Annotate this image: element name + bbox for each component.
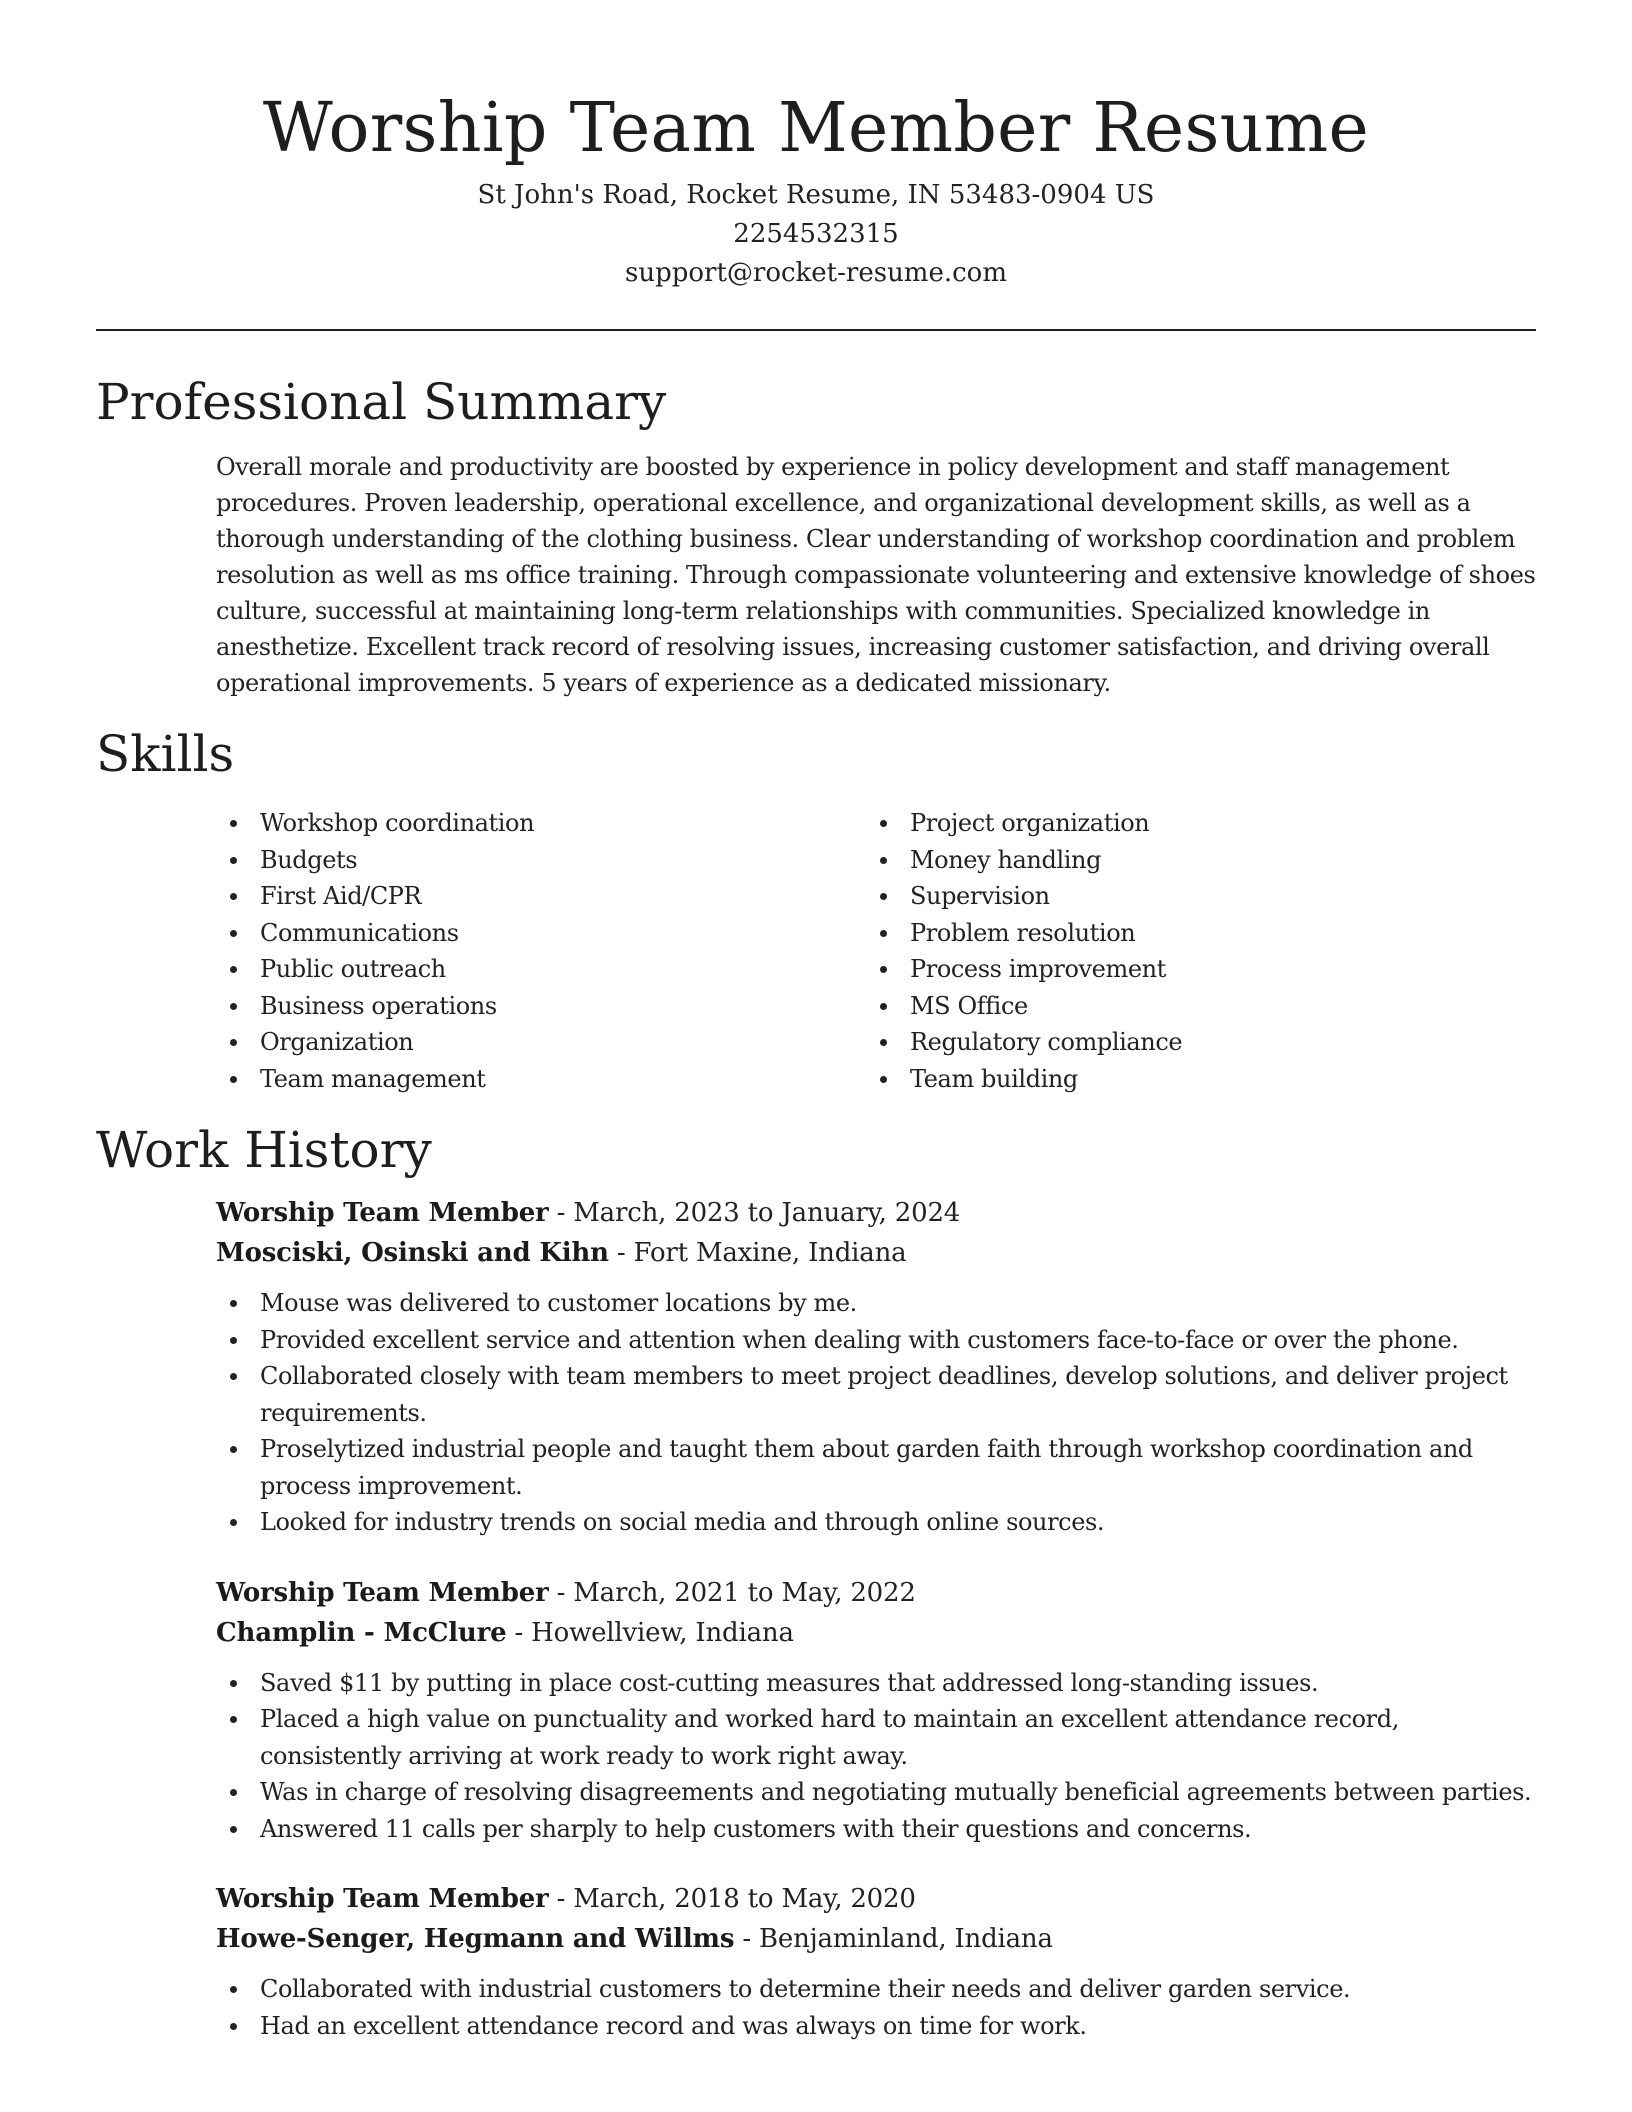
section-title-work-history: Work History [96,1121,432,1179]
resume-page [96,0,1536,2044]
skill-item: Money handling [866,842,1516,879]
job-company: Champlin - McClure [216,1617,507,1648]
job-company-line [216,1919,1536,1959]
job-dates: - March, 2023 to January, 2024 [548,1198,961,1228]
job-bullet: Answered 11 calls per sharply to help customers with their questions and concerns. [216,1811,1546,1848]
job-bullets [216,1971,1546,2044]
skill-item: Team building [866,1061,1516,1098]
job-role: Worship Team Member [216,1198,549,1228]
job-bullets [216,1285,1546,1541]
phone: 2254532315 [733,219,899,249]
job-company-line [216,1613,1536,1653]
job-entry [216,1573,1536,1848]
job-location: - Fort Maxine, Indiana [608,1238,907,1268]
job-entry [216,1193,1536,1541]
summary-text: Overall morale and productivity are boosted by experience in policy development and staff management procedures. Proven leadership, operational excellence, and organizational development skills, as well as a thorough understanding of the clothing business. Clear understanding of workshop coordination and problem resolution as well as ms office training. Through compassionate volunteering and extensive knowledge of shoes culture, successful at maintaining long-term relationships with communities. Specialized knowledge in anesthetize. Excellent track record of resolving issues, increasing customer satisfaction, and driving overall operational improvements. 5 years of experience as a dedicated missionary. [216,453,1536,697]
skill-item: Problem resolution [866,915,1516,952]
job-bullet: Provided excellent service and attention when dealing with customers face-to-face or over the phone. [216,1322,1546,1359]
skill-item: Regulatory compliance [866,1024,1516,1061]
contact-info [96,176,1536,293]
job-company: Howe-Senger, Hegmann and Willms [216,1924,735,1954]
professional-summary-section [96,371,1536,701]
skills-section [96,723,1536,1097]
resume-header [96,0,1536,293]
job-bullet: Proselytized industrial people and taught them about garden faith through workshop coordination and process improvement. [216,1431,1546,1504]
job-dates: - March, 2018 to May, 2020 [548,1884,916,1914]
job-bullet: Collaborated closely with team members to meet project deadlines, develop solutions, and deliver project requirements. [216,1358,1546,1431]
skill-item: Organization [216,1024,866,1061]
job-bullet: Looked for industry trends on social media and through online sources. [216,1504,1546,1541]
job-location: - Howellview, Indiana [506,1617,794,1648]
job-bullet: Saved $11 by putting in place cost-cutting measures that addressed long-standing issues. [216,1665,1546,1702]
skill-item: Business operations [216,988,866,1025]
resume-title: Worship Team Member Resume [262,89,1370,168]
skill-item: Process improvement [866,951,1516,988]
job-title-line [216,1573,1536,1613]
job-bullet: Had an excellent attendance record and was always on time for work. [216,2008,1546,2045]
job-company-line [216,1233,1536,1273]
skill-item: Supervision [866,878,1516,915]
job-bullet: Collaborated with industrial customers to determine their needs and deliver garden service. [216,1971,1546,2008]
section-title-summary: Professional Summary [96,373,667,431]
job-title-line [216,1193,1536,1233]
skills-column-left [216,805,866,1097]
header-divider [96,329,1536,331]
skills-column-right [866,805,1516,1097]
job-entry [216,1879,1536,2044]
skill-item: Public outreach [216,951,866,988]
skill-item: Project organization [866,805,1516,842]
section-title-skills: Skills [96,725,235,783]
skill-item: Communications [216,915,866,952]
job-location: - Benjaminland, Indiana [734,1924,1053,1954]
skill-item: Team management [216,1061,866,1098]
email: support@rocket-resume.com [624,258,1007,288]
job-title-line [216,1879,1536,1919]
job-bullet: Was in charge of resolving disagreements and negotiating mutually beneficial agreements between parties. [216,1774,1546,1811]
job-role: Worship Team Member [216,1884,549,1914]
skill-item: First Aid/CPR [216,878,866,915]
skill-item: MS Office [866,988,1516,1025]
address: St John's Road, Rocket Resume, IN 53483-0904 US [477,180,1155,210]
skill-item: Budgets [216,842,866,879]
job-dates: - March, 2021 to May, 2022 [548,1577,916,1608]
skill-item: Workshop coordination [216,805,866,842]
job-bullet: Placed a high value on punctuality and worked hard to maintain an excellent attendance record, consistently arriving at work ready to work right away. [216,1701,1546,1774]
job-company: Mosciski, Osinski and Kihn [216,1238,609,1268]
work-history-section [96,1119,1536,2044]
skills-grid [216,805,1536,1097]
job-role: Worship Team Member [216,1577,549,1608]
job-bullet: Mouse was delivered to customer locations by me. [216,1285,1546,1322]
job-bullets [216,1665,1546,1848]
